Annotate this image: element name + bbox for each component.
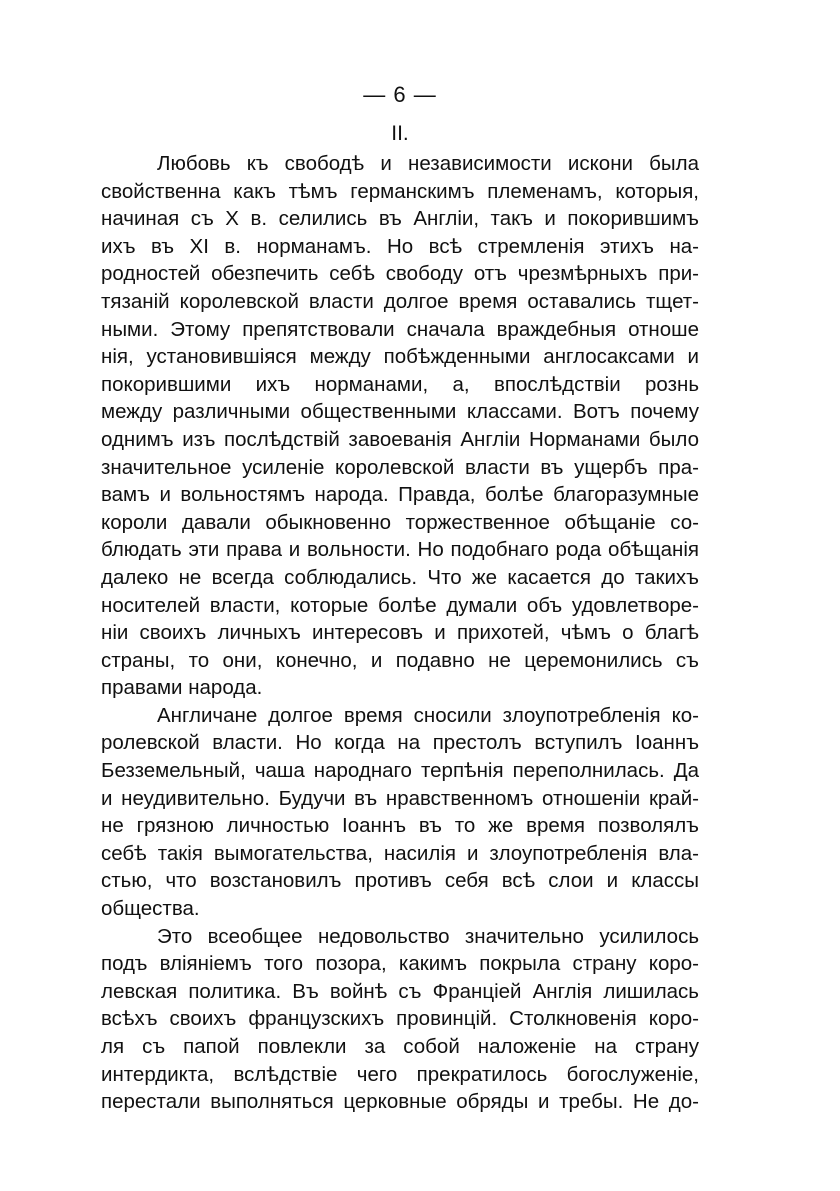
text-line: нія, установившіяся между побѣжденными англосаксами и <box>101 345 699 369</box>
text-line: Англичане долгое время сносили злоупотребленія ко- <box>157 703 699 727</box>
paragraph-3 <box>101 923 699 1116</box>
text-line: и неудивительно. Будучи въ нравственномъ отношеніи край- <box>101 786 699 810</box>
text-line: покорившими ихъ норманами, а, впослѣдствіи рознь <box>101 372 699 396</box>
text-line: тязаній королевской власти долгое время оставались тщет- <box>101 289 699 313</box>
text-line: носителей власти, которые болѣе думали объ удовлетворе- <box>101 593 699 617</box>
text-line: ными. Этому препятствовали сначала враждебныя отноше <box>101 317 699 341</box>
text-line: Безземельный, чаша народнаго терпѣнія переполнилась. Да <box>101 759 699 783</box>
text-line: блюдать эти права и вольности. Но подобнаго рода обѣщанія <box>101 538 699 562</box>
text-line: далеко не всегда соблюдались. Что же касается до такихъ <box>101 565 699 589</box>
text-line: ніи своихъ личныхъ интересовъ и прихотей, чѣмъ о благѣ <box>101 621 699 645</box>
text-line: не грязною личностью Іоаннъ въ то же время позволялъ <box>101 814 699 838</box>
paragraph-2 <box>101 702 699 923</box>
text-line: подъ вліяніемъ того позора, какимъ покрыла страну коро- <box>101 952 699 976</box>
text-line: родностей обезпечить себѣ свободу отъ чрезмѣрныхъ при- <box>101 262 699 286</box>
text-line: стью, что возстановилъ противъ себя всѣ слои и классы <box>101 869 699 893</box>
page-number: — 6 — <box>363 82 437 107</box>
body-text <box>101 150 699 1116</box>
text-line: левская политика. Въ войнѣ съ Франціей Англія лишилась <box>101 979 699 1003</box>
text-line: начиная съ X в. селились въ Англіи, такъ и покорившимъ <box>101 207 699 231</box>
text-line: перестали выполняться церковные обряды и требы. Не до- <box>101 1090 699 1114</box>
text-line: общества. <box>101 897 200 921</box>
text-line: значительное усиленіе королевской власти въ ущербъ пра- <box>101 455 699 479</box>
paragraph-1 <box>101 150 699 702</box>
text-line: между различными общественными классами. Вотъ почему <box>101 400 699 424</box>
text-line: ихъ въ XI в. норманамъ. Но всѣ стремленія этихъ на- <box>101 234 699 258</box>
text-line: ролевской власти. Но когда на престолъ вступилъ Іоаннъ <box>101 731 699 755</box>
text-line: вамъ и вольностямъ народа. Правда, болѣе благоразумные <box>101 483 699 507</box>
text-line: интердикта, вслѣдствіе чего прекратилось богослуженіе, <box>101 1062 699 1086</box>
text-line: Любовь къ свободѣ и независимости искони была <box>157 152 699 175</box>
text-line: однимъ изъ послѣдствій завоеванія Англіи Норманами было <box>101 427 699 451</box>
text-line: короли давали обыкновенно торжественное обѣщаніе со- <box>101 510 699 534</box>
section-heading: II. <box>391 122 409 145</box>
text-line: Это всеобщее недовольство значительно усилилось <box>157 924 699 948</box>
text-line: страны, то они, конечно, и подавно не церемонились съ <box>101 648 699 672</box>
text-line: себѣ такія вымогательства, насилія и злоупотребленія вла- <box>101 841 699 865</box>
text-line: всѣхъ своихъ французскихъ провинцій. Столкновенія коро- <box>101 1007 699 1031</box>
text-line: правами народа. <box>101 676 263 700</box>
text-line: ля съ папой повлекли за собой наложеніе на страну <box>101 1035 699 1058</box>
text-line: свойственна какъ тѣмъ германскимъ племенамъ, которыя, <box>101 179 699 203</box>
